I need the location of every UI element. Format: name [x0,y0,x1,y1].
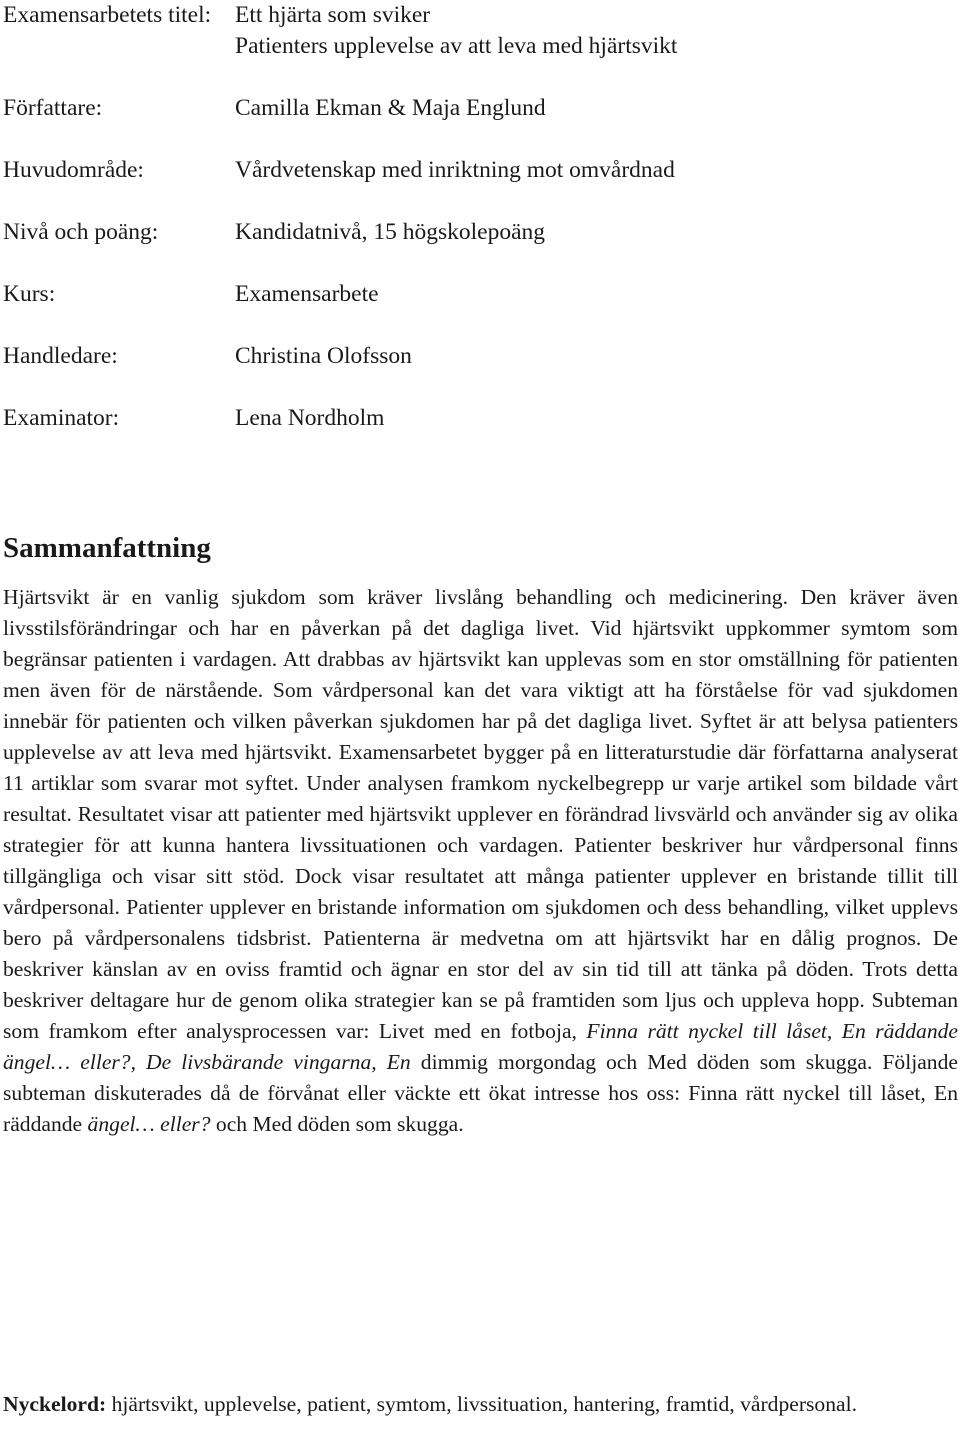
course-label: Kurs: [3,281,56,307]
authors-value [235,93,958,124]
supervisor: Christina Olofsson [235,343,412,369]
meta-row-course [3,279,958,310]
summary-text-2: dimmig morgondag och Med döden som skugga. Följande subteman diskuterades då de förvånat eller väckte ett ökat intresse hos oss: Finna rätt nyckel till låset, En räddande [3,1050,958,1136]
level-value [235,217,958,248]
subject: Vårdvetenskap med inriktning mot omvårdnad [235,157,675,183]
keywords-label: Nyckelord: [3,1392,107,1416]
meta-row-authors [3,93,958,124]
summary-text-3: och Med döden som skugga. [215,1112,464,1136]
meta-row-supervisor [3,341,958,372]
meta-row-title [3,0,958,62]
summary-italic-2: ängel… eller? [87,1112,211,1136]
meta-row-examiner [3,403,958,434]
keywords-text: hjärtsvikt, upplevelse, patient, symtom, livssituation, hantering, framtid, vårdpersonal. [111,1392,858,1416]
title-label: Examensarbetets titel: [3,2,212,28]
thesis-title: Ett hjärta som sviker [235,2,431,28]
summary-paragraph [3,582,958,1140]
meta-row-level [3,217,958,248]
authors: Camilla Ekman & Maja Englund [235,95,546,121]
keywords-paragraph [3,1388,958,1420]
meta-row-subject [3,155,958,186]
subject-label: Huvudområde: [3,157,144,183]
thesis-subtitle: Patienters upplevelse av att leva med hjärtsvikt [235,33,678,59]
level-label: Nivå och poäng: [3,219,159,245]
examiner-label: Examinator: [3,405,120,431]
supervisor-label: Handledare: [3,343,118,369]
examiner-value [235,403,958,434]
summary-heading: Sammanfattning [3,532,211,564]
summary-text-1: Hjärtsvikt är en vanlig sjukdom som kräver livslång behandling och medicinering. Den kräver även livsstilsförändringar och har en påverkan på det dagliga livet. Vid hjärtsvikt uppkommer symtom som begränsar patienten i vardagen. Att drabbas av hjärtsvikt kan upplevas som en stor omställning för patienten men även för de närstående. Som vårdpersonal kan det vara viktigt att ha förståelse för vad sjukdomen innebär för patienten och vilken påverkan sjukdomen har på det dagliga livet. Syftet är att belysa patienters upplevelse av att leva med hjärtsvikt. Examensarbetet bygger på en litteraturstudie där författarna analyserat 11 artiklar som svarar mot syftet. Under analysen framkom nyckelbegrepp ur varje artikel som bildade vårt resultat. Resultatet visar att patienter med hjärtsvikt upplever en förändrad livsvärld och använder sig av olika strategier för att kunna hantera livssituationen och vardagen. Patienter beskriver hur vårdpersonal finns tillgängliga och visar sitt stöd. Dock visar resultatet att många patienter upplever en bristande tillit till vårdpersonal. Patienter upplever en bristande information om sjukdomen och dess behandling, vilket upplevs bero på vårdpersonalens tidsbrist. Patienterna är medvetna om att hjärtsvikt har en dålig prognos. De beskriver känslan av en oviss framtid och ägnar en stor del av sin tid till att tänka på döden. Trots detta beskriver deltagare hur de genom olika strategier kan se på framtiden som ljus och uppleva hopp. Subteman som framkom efter analysprocessen var: Livet med en fotboja, [3,585,958,1043]
examiner: Lena Nordholm [235,405,385,431]
summary-italic-1: Finna rätt nyckel till låset, En räddande ängel… eller?, De livsbärande vingarna, En [3,1019,958,1074]
supervisor-value [235,341,958,372]
subject-value [235,155,958,186]
course-value [235,279,958,310]
authors-label: Författare: [3,95,103,121]
level: Kandidatnivå, 15 högskolepoäng [235,219,546,245]
title-values [235,0,958,62]
thesis-metadata [3,0,958,465]
course: Examensarbete [235,281,379,307]
